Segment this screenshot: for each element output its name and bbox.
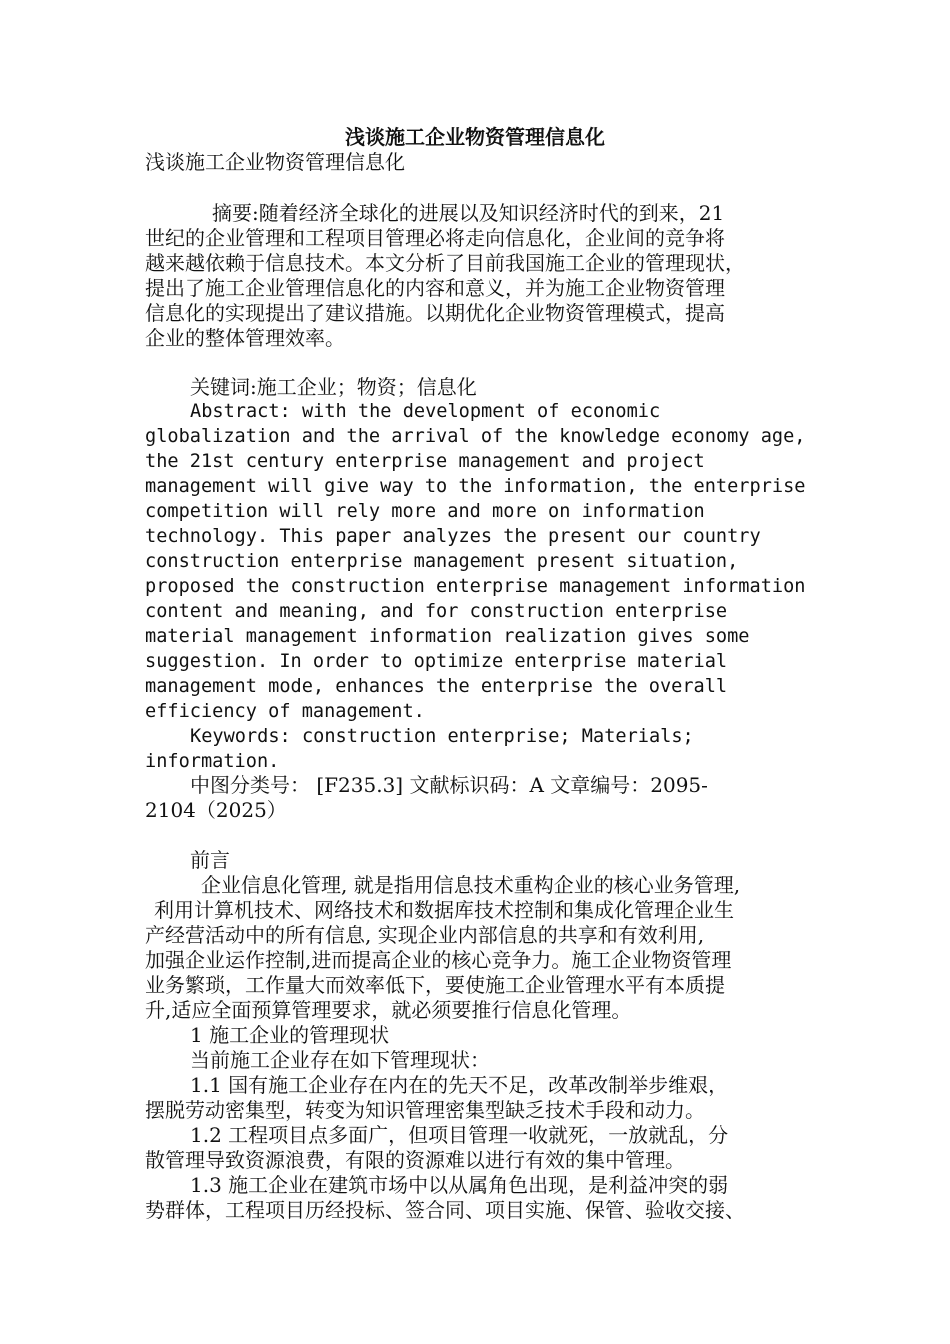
abstract-en-line: proposed the construction enterprise management information (145, 576, 806, 597)
item-line: 1.1 国有施工企业存在内在的先天不足，改革改制举步维艰， (190, 1073, 729, 1097)
item-line: 1.3 施工企业在建筑市场中以从属角色出现，是利益冲突的弱 (190, 1173, 729, 1197)
abstract-en-line: competition will rely more and more on information (145, 501, 705, 522)
keywords-en-line: information. (145, 751, 280, 772)
abstract-en-line: technology. This paper analyzes the present our country (145, 526, 761, 547)
preface-heading: 前言 (190, 848, 230, 872)
abstract-en-line: the 21st century enterprise management and project (145, 451, 705, 472)
keywords-en-line: Keywords: construction enterprise; Materials; (190, 726, 694, 747)
item-line: 散管理导致资源浪费，有限的资源难以进行有效的集中管理。 (145, 1148, 685, 1172)
abstract-line: 摘要:随着经济全球化的进展以及知识经济时代的到来，21 (212, 201, 725, 225)
abstract-en-line: globalization and the arrival of the knowledge economy age, (145, 426, 806, 447)
preface-line: 利用计算机技术、网络技术和数据库技术控制和集成化管理企业生 (154, 898, 734, 922)
section-intro: 当前施工企业存在如下管理现状： (190, 1048, 490, 1072)
abstract-line: 世纪的企业管理和工程项目管理必将走向信息化，企业间的竞争将 (145, 226, 725, 250)
classification-line: 中图分类号： [F235.3] 文献标识码：A 文章编号：2095- (190, 773, 708, 797)
abstract-en-line: efficiency of management. (145, 701, 425, 722)
abstract-en-line: management mode, enhances the enterprise the overall (145, 676, 728, 697)
abstract-en-line: suggestion. In order to optimize enterprise material (145, 651, 728, 672)
abstract-en-line: management will give way to the information, the enterprise (145, 476, 806, 497)
item-line: 势群体，工程项目历经投标、签合同、项目实施、保管、验收交接、 (145, 1198, 745, 1222)
document-title: 浅谈施工企业物资管理信息化 (345, 125, 605, 149)
preface-line: 产经营活动中的所有信息, 实现企业内部信息的共享和有效利用, (145, 923, 705, 947)
abstract-en-line: construction enterprise management present situation, (145, 551, 739, 572)
abstract-en-line: Abstract: with the development of economic (190, 401, 661, 422)
preface-line: 企业信息化管理, 就是指用信息技术重构企业的核心业务管理, (201, 873, 741, 897)
keywords-cn: 关键词:施工企业；物资；信息化 (190, 375, 477, 399)
preface-line: 升,适应全面预算管理要求，就必须要推行信息化管理。 (145, 998, 632, 1022)
item-line: 摆脱劳动密集型，转变为知识管理密集型缺乏技术手段和动力。 (145, 1098, 705, 1122)
abstract-en-line: material management information realization gives some (145, 626, 750, 647)
abstract-en-line: content and meaning, and for construction enterprise (145, 601, 728, 622)
abstract-line: 信息化的实现提出了建议措施。以期优化企业物资管理模式，提高 (145, 301, 725, 325)
preface-line: 加强企业运作控制,进而提高企业的核心竞争力。施工企业物资管理 (145, 948, 732, 972)
preface-line: 业务繁琐，工作量大而效率低下，要使施工企业管理水平有本质提 (145, 973, 725, 997)
item-line: 1.2 工程项目点多面广，但项目管理一收就死，一放就乱，分 (190, 1123, 729, 1147)
document-subtitle: 浅谈施工企业物资管理信息化 (145, 150, 405, 174)
abstract-line: 越来越依赖于信息技术。本文分析了目前我国施工企业的管理现状， (145, 251, 745, 275)
abstract-line: 企业的整体管理效率。 (145, 326, 345, 350)
abstract-line: 提出了施工企业管理信息化的内容和意义，并为施工企业物资管理 (145, 276, 725, 300)
classification-line: 2104（2025） (145, 798, 287, 822)
section-heading: 1 施工企业的管理现状 (190, 1023, 390, 1047)
